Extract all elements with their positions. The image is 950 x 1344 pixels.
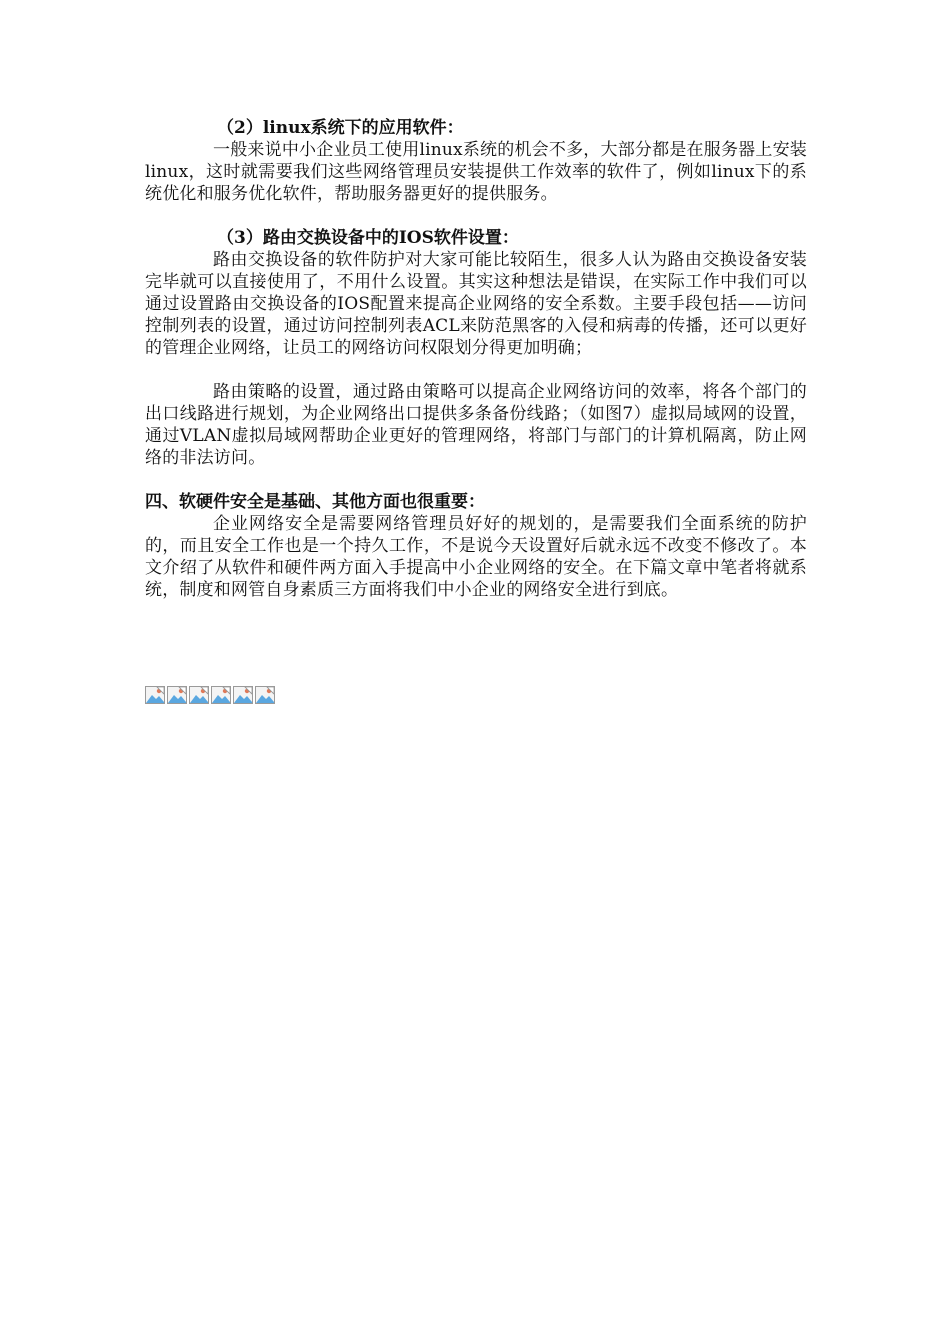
broken-image-row [145,686,275,704]
section-4-heading: 四、软硬件安全是基础、其他方面也很重要： [145,492,485,512]
section-3-heading: （3）路由交换设备中的IOS软件设置： [217,228,519,248]
spacer [145,469,807,491]
section-4-paragraph: 企业网络安全是需要网络管理员好好的规划的，是需要我们全面系统的防护的，而且安全工作也是一个持久工作，不是说今天设置好后就永远不改变不修改了。本文介绍了从软件和硬件两方面入手提高中小企业网络的安全。在下篇文章中笔者将就系统，制度和网管自身素质三方面将我们中小企业的网络安全进行到底。 [145,514,807,600]
section-2-paragraph: 一般来说中小企业员工使用linux系统的机会不多，大部分都是在服务器上安装linux，这时就需要我们这些网络管理员安装提供工作效率的软件了，例如linux下的系统优化和服务优化软件，帮助服务器更好的提供服务。 [145,140,807,204]
broken-image-icon [255,686,275,704]
spacer [145,205,807,227]
spacer [145,359,807,381]
article-body [145,117,807,601]
broken-image-icon [189,686,209,704]
broken-image-icon [211,686,231,704]
section-3-paragraph-routing: 路由策略的设置，通过路由策略可以提高企业网络访问的效率，将各个部门的出口线路进行规划，为企业网络出口提供多条备份线路；（如图7）虚拟局域网的设置，通过VLAN虚拟局域网帮助企业更好的管理网络，将部门与部门的计算机隔离，防止网络的非法访问。 [145,382,807,468]
broken-image-icon [233,686,253,704]
section-2-heading: （2）linux系统下的应用软件： [217,118,464,138]
broken-image-icon [167,686,187,704]
section-3-paragraph-acl: 路由交换设备的软件防护对大家可能比较陌生，很多人认为路由交换设备安装完毕就可以直接使用了，不用什么设置。其实这种想法是错误，在实际工作中我们可以通过设置路由交换设备的IOS配置来提高企业网络的安全系数。主要手段包括——访问控制列表的设置，通过访问控制列表ACL来防范黑客的入侵和病毒的传播，还可以更好的管理企业网络，让员工的网络访问权限划分得更加明确； [145,250,807,358]
broken-image-icon [145,686,165,704]
